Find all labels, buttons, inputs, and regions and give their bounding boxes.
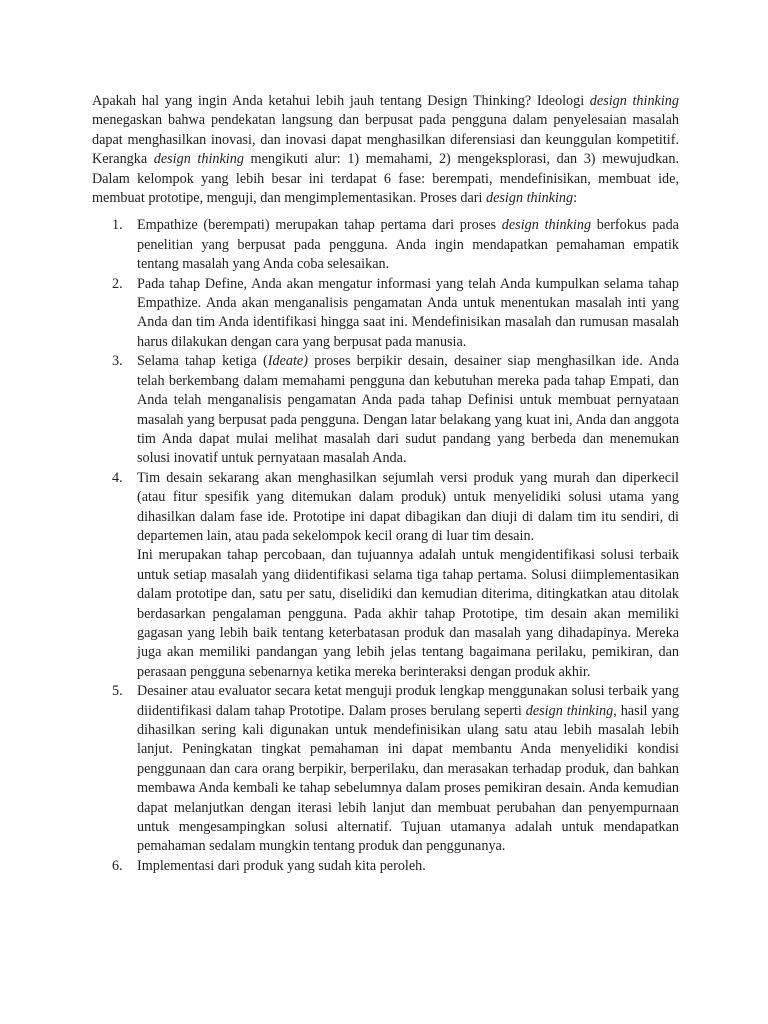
item-italic: design thinking xyxy=(525,702,614,719)
list-item xyxy=(92,469,679,682)
item-text: berfokus pada penelitian yang berpusat pada pengguna. Anda ingin mendapatkan pemahaman empatik tentang masalah yang Anda coba selesaikan. xyxy=(137,217,679,273)
list-item xyxy=(92,682,679,857)
list-number: 5. xyxy=(112,683,123,700)
list-item xyxy=(92,216,679,274)
list-item xyxy=(92,352,679,468)
steps-list xyxy=(92,216,679,876)
list-number: 3. xyxy=(112,353,123,370)
list-number: 4. xyxy=(112,469,123,486)
intro-paragraph xyxy=(92,92,679,208)
item-text: Desainer atau evaluator secara ketat menguji produk lengkap menggunakan solusi terbaik yang diidentifikasi dalam tahap Prototipe. Dalam proses berulang seperti xyxy=(137,683,679,719)
item-italic: Ideate) xyxy=(267,353,308,370)
intro-italic-3: design thinking xyxy=(486,190,574,207)
list-number: 6. xyxy=(112,857,123,874)
list-item xyxy=(92,275,679,353)
item-text: Implementasi dari produk yang sudah kita peroleh. xyxy=(137,857,426,874)
item-text: Tim desain sekarang akan menghasilkan sejumlah versi produk yang murah dan diperkecil (atau fitur spesifik yang ditemukan dalam produk) untuk menyelidiki solusi utama yang dihasilkan dalam fase ide. Prototipe ini dapat dibagikan dan diuji di dalam tim itu sendiri, di departemen lain, atau pada sekelompok kecil orang di luar tim desain. xyxy=(137,469,679,544)
item-text: Empathize (berempati) merupakan tahap pertama dari proses xyxy=(137,217,502,234)
intro-text-2: menegaskan bahwa pendekatan langsung dan berpusat pada pengguna dalam penyelesaian masalah dapat menghasilkan inovasi, dan inovasi dapat menghasilkan diferensiasi dan keunggulan kompetitif. Kerangka xyxy=(92,112,679,168)
document-page xyxy=(92,92,679,876)
list-item xyxy=(92,857,679,876)
item-text: , hasil yang dihasilkan sering kali digunakan untuk mendefinisikan ulang satu atau lebih masalah lebih lanjut. Peningkatan tingkat pemahaman ini dapat membantu Anda menyelidiki kondisi penggunaan dan cara orang berpikir, berperilaku, dan merasakan terhadap produk, dan bahkan membawa Anda kembali ke tahap sebelumnya dalam proses pemikiran desain. Anda kemudian dapat melanjutkan dengan iterasi lebih lanjut dan membuat perubahan dan penyempurnaan untuk mengesampingkan solusi alternatif. Tujuan utamanya adalah untuk mendapatkan pemahaman sedalam mungkin tentang produk dan penggunanya. xyxy=(137,702,679,855)
item-text: Selama tahap ketiga ( xyxy=(137,353,268,370)
intro-text-4: : xyxy=(573,190,578,207)
item-text: Pada tahap Define, Anda akan mengatur informasi yang telah Anda kumpulkan selama tahap Empathize. Anda akan menganalisis pengamatan Anda untuk menentukan masalah inti yang Anda dan tim Anda identifikasi hingga saat ini. Mendefinisikan masalah dan rumusan masalah harus dilakukan dengan cara yang berpusat pada manusia. xyxy=(137,275,679,350)
intro-italic-2: design thinking xyxy=(153,151,244,168)
item-second-paragraph: Ini merupakan tahap percobaan, dan tujuannya adalah untuk mengidentifikasi solusi terbaik untuk setiap masalah yang diidentifikasi selama tiga tahap pertama. Solusi diimplementasikan dalam prototipe dan, satu per satu, diselidiki dan kemudian diterima, ditingkatkan atau ditolak berdasarkan pengalaman pengguna. Pada akhir tahap Prototipe, tim desain akan memiliki gagasan yang lebih baik tentang keterbatasan produk dan masalah yang dihadapinya. Mereka juga akan memiliki pandangan yang lebih jelas tentang bagaimana perilaku, pemikiran, dan perasaan pengguna sebenarnya ketika mereka berinteraksi dengan produk akhir. xyxy=(137,547,679,680)
intro-text-3: mengikuti alur: 1) memahami, 2) mengeksplorasi, dan 3) mewujudkan. Dalam kelompok yang lebih besar ini terdapat 6 fase: berempati, mendefinisikan, membuat ide, membuat prototipe, menguji, dan mengimplementasikan. Proses dari xyxy=(92,151,679,207)
list-number: 2. xyxy=(112,275,123,292)
item-text: proses berpikir desain, desainer siap menghasilkan ide. Anda telah berkembang dalam memahami pengguna dan kebutuhan mereka pada tahap Empati, dan Anda telah menganalisis pengamatan Anda pada tahap Definisi untuk membuat pernyataan masalah yang berpusat pada pengguna. Dengan latar belakang yang kuat ini, Anda dan anggota tim Anda dapat mulai melihat masalah dari sudut pandang yang berbeda dan menemukan solusi inovatif untuk pernyataan masalah Anda. xyxy=(137,353,680,467)
intro-text-1: Apakah hal yang ingin Anda ketahui lebih jauh tentang Design Thinking? Ideologi xyxy=(92,93,590,109)
intro-italic-1: design thinking xyxy=(589,93,679,109)
list-number: 1. xyxy=(112,217,123,234)
item-italic: design thinking xyxy=(501,217,592,234)
